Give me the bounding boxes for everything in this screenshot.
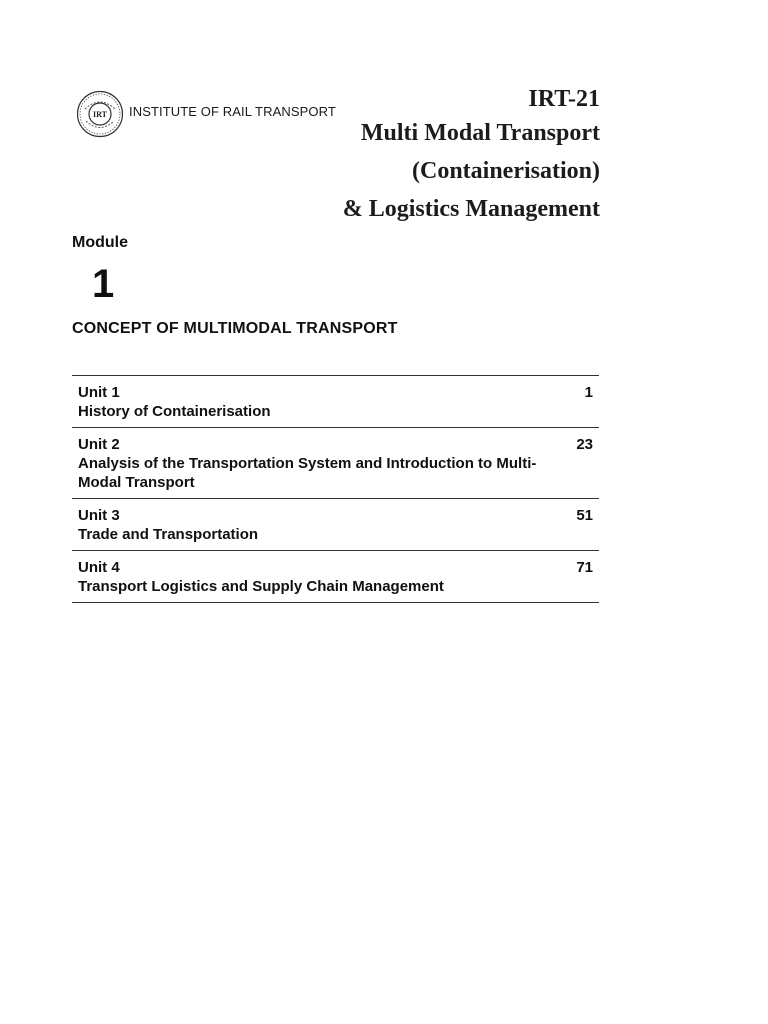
unit-name: Unit 4 [78,559,120,576]
module-label: Module [72,234,128,251]
unit-description: Transport Logistics and Supply Chain Management [78,578,444,595]
course-code: IRT-21 [528,86,600,112]
course-title-line-1: Multi Modal Transport [360,120,600,146]
svg-text:IRT: IRT [93,110,107,119]
module-number: 1 [92,262,115,306]
unit-row [72,499,599,551]
unit-name: Unit 3 [78,507,120,524]
module-title: CONCEPT OF MULTIMODAL TRANSPORT [72,320,398,337]
institute-seal-icon [76,90,124,138]
unit-description: Trade and Transportation [78,526,259,543]
unit-name: Unit 1 [78,384,120,401]
unit-description: History of Containerisation [78,403,271,420]
unit-page-number: 23 [576,436,593,453]
institute-header [76,90,336,138]
unit-page-number: 51 [576,507,593,524]
unit-name: Unit 2 [78,436,120,453]
unit-description: Analysis of the Transportation System and Introduction to Multi-Modal Transport [78,455,537,491]
course-title-block [343,84,600,228]
unit-page-number: 71 [576,559,593,576]
unit-page-number: 1 [584,384,593,401]
institute-name: INSTITUTE OF RAIL TRANSPORT [129,103,336,119]
course-title-line-3: & Logistics Management [342,196,600,222]
units-table [72,375,599,603]
unit-row [72,551,599,603]
unit-row [72,376,599,428]
unit-row [72,428,599,499]
course-title-line-2: (Containerisation) [412,158,600,184]
